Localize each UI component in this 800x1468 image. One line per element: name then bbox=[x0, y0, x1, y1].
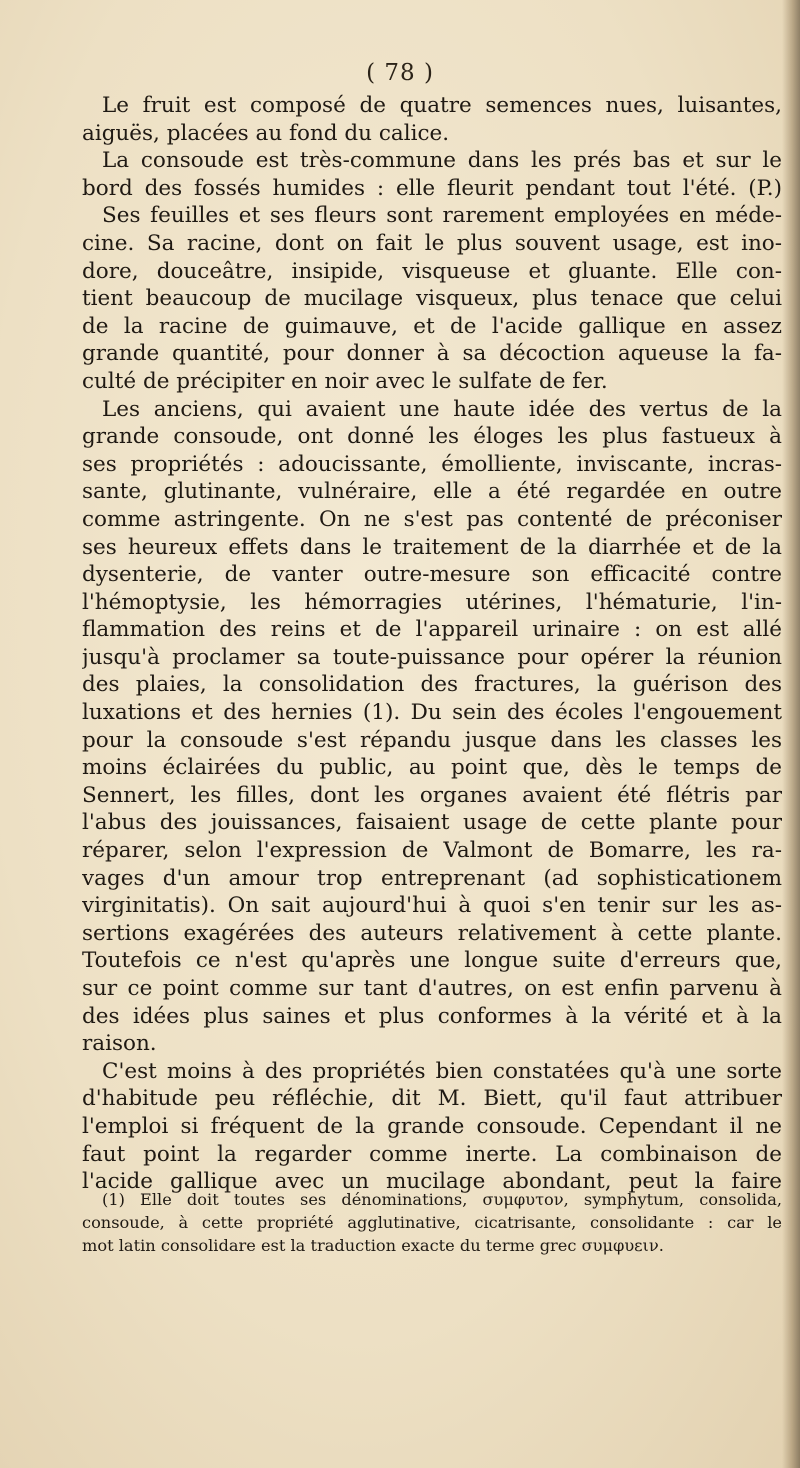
text-line: l'hémoptysie, les hémorragies utérines, l'hématurie, l'in- bbox=[82, 589, 782, 615]
page-edge-shadow bbox=[782, 0, 800, 1468]
text-line: l'emploi si fréquent de la grande consoude. Cependant il ne bbox=[82, 1113, 782, 1139]
text-line: des plaies, la consolidation des fractures, la guérison des bbox=[82, 672, 782, 698]
text-line: Le fruit est composé de quatre semences nues, luisantes, bbox=[102, 93, 782, 118]
text-line: pour la consoude s'est répandu jusque dans les classes les bbox=[82, 727, 782, 753]
text-line: grande quantité, pour donner à sa décoction aqueuse la fa- bbox=[82, 341, 782, 367]
text-line: des idées plus saines et plus conformes à la vérité et à la bbox=[82, 1003, 782, 1029]
text-line: virginitatis). On sait aujourd'hui à quoi s'en tenir sur les as- bbox=[82, 893, 782, 919]
text-line: aiguës, placées au fond du calice. bbox=[82, 120, 450, 146]
text-line: raison. bbox=[82, 1031, 157, 1057]
text-line: ses propriétés : adoucissante, émolliente, inviscante, incras- bbox=[82, 451, 782, 477]
text-line: flammation des reins et de l'appareil urinaire : on est allé bbox=[82, 617, 782, 643]
text-line: grande consoude, ont donné les éloges les plus fastueux à bbox=[82, 424, 782, 450]
text-line: faut point la regarder comme inerte. La combinaison de bbox=[82, 1141, 782, 1167]
text-line: de la racine de guimauve, et de l'acide gallique en assez bbox=[82, 313, 782, 339]
text-line: réparer, selon l'expression de Valmont de Bomarre, les ra- bbox=[82, 838, 782, 864]
text-line: l'acide gallique avec un mucilage abondant, peut la faire bbox=[82, 1169, 782, 1195]
text-line: ses heureux effets dans le traitement de la diarrhée et de la bbox=[82, 534, 782, 560]
text-line: l'abus des jouissances, faisaient usage de cette plante pour bbox=[82, 810, 782, 836]
text-line: d'habitude peu réfléchie, dit M. Biett, qu'il faut attribuer bbox=[82, 1086, 782, 1112]
text-line: Toutefois ce n'est qu'après une longue suite d'erreurs que, bbox=[82, 948, 782, 974]
text-line: sertions exagérées des auteurs relativement à cette plante. bbox=[82, 920, 782, 946]
text-line: Sennert, les filles, dont les organes avaient été flétris par bbox=[82, 782, 782, 808]
text-line: cine. Sa racine, dont on fait le plus souvent usage, est ino- bbox=[82, 230, 782, 256]
page-number: ( 78 ) bbox=[366, 60, 434, 86]
text-line: vages d'un amour trop entreprenant (ad sophisticationem bbox=[82, 865, 782, 891]
footnote-line: (1) Elle doit toutes ses dénominations, συμφυτον, symphytum, consolida, bbox=[102, 1190, 782, 1209]
text-line: luxations et des hernies (1). Du sein des écoles l'engouement bbox=[82, 700, 782, 726]
text-line: moins éclairées du public, au point que, dès le temps de bbox=[82, 755, 782, 781]
text-line: bord des fossés humides : elle fleurit pendant tout l'été. (P.) bbox=[82, 175, 782, 201]
text-line: tient beaucoup de mucilage visqueux, plus tenace que celui bbox=[82, 286, 782, 312]
text-line: sante, glutinante, vulnéraire, elle a été regardée en outre bbox=[82, 479, 782, 505]
text-line: comme astringente. On ne s'est pas contenté de préconiser bbox=[82, 506, 782, 532]
text-line: Les anciens, qui avaient une haute idée des vertus de la bbox=[102, 396, 782, 422]
body-text bbox=[82, 92, 782, 1196]
footnote-line: consoude, à cette propriété agglutinative, cicatrisante, consolidante : car le bbox=[82, 1213, 782, 1232]
text-line: dysenterie, de vanter outre-mesure son efficacité contre bbox=[82, 562, 782, 588]
text-line: Ses feuilles et ses fleurs sont rarement employées en méde- bbox=[102, 203, 782, 229]
text-line: sur ce point comme sur tant d'autres, on est enfin parvenu à bbox=[82, 976, 782, 1001]
text-line: culté de précipiter en noir avec le sulfate de fer. bbox=[82, 368, 608, 394]
text-line: dore, douceâtre, insipide, visqueuse et gluante. Elle con- bbox=[82, 258, 782, 284]
footnote-block bbox=[82, 1188, 782, 1257]
footnote-line: mot latin consolidare est la traduction exacte du terme grec συμφυειν. bbox=[82, 1236, 664, 1255]
text-line: La consoude est très-commune dans les prés bas et sur le bbox=[102, 148, 782, 174]
text-line: jusqu'à proclamer sa toute-puissance pour opérer la réunion bbox=[82, 644, 782, 670]
text-line: C'est moins à des propriétés bien constatées qu'à une sorte bbox=[102, 1058, 782, 1084]
